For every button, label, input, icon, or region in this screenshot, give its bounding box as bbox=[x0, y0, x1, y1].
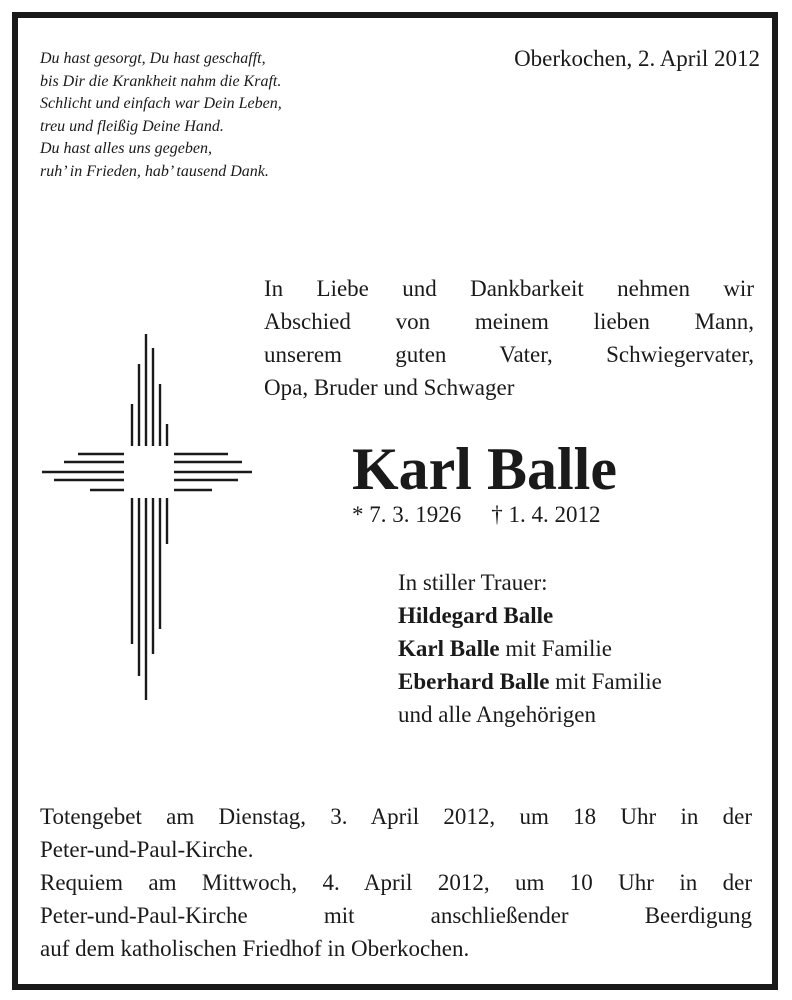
intro-line: unserem guten Vater, Schwiegervater, bbox=[264, 342, 754, 367]
intro-text bbox=[264, 272, 754, 404]
service-notice bbox=[40, 800, 752, 965]
mourner-name: Eberhard Balle bbox=[398, 669, 550, 694]
cross-icon bbox=[42, 334, 252, 700]
mourner bbox=[398, 632, 768, 665]
mourners bbox=[398, 566, 768, 731]
place-date: Oberkochen, 2. April 2012 bbox=[514, 46, 760, 71]
mourners-heading: In stiller Trauer: bbox=[398, 570, 548, 595]
notice-line: Requiem am Mittwoch, 4. April 2012, um 10 Uhr in der bbox=[40, 870, 752, 895]
poem-line: ruh’ in Frieden, hab’ tausend Dank. bbox=[40, 162, 269, 180]
mourner-name: Hildegard Balle bbox=[398, 603, 554, 628]
notice-line: Peter-und-Paul-Kirche mit anschließender Beerdigung bbox=[40, 903, 752, 928]
poem bbox=[40, 48, 380, 183]
poem-line: Du hast alles uns gegeben, bbox=[40, 140, 212, 157]
notice-line: Totengebet am Dienstag, 3. April 2012, um 18 Uhr in der bbox=[40, 804, 752, 829]
life-dates bbox=[352, 502, 601, 528]
poem-line: Schlicht und einfach war Dein Leben, bbox=[40, 95, 282, 112]
deceased-name: Karl Balle bbox=[352, 436, 617, 502]
mourners-closing: und alle Angehörigen bbox=[398, 702, 597, 727]
mourner-suffix: mit Familie bbox=[499, 636, 613, 661]
poem-line: bis Dir die Krankheit nahm die Kraft. bbox=[40, 72, 282, 90]
intro-line: Abschied von meinem lieben Mann, bbox=[264, 309, 754, 334]
notice-line: auf dem katholischen Friedhof in Oberkochen. bbox=[40, 936, 470, 961]
intro-line: In Liebe und Dankbarkeit nehmen wir bbox=[264, 276, 754, 301]
notice-line: Peter-und-Paul-Kirche. bbox=[40, 837, 254, 862]
intro-line: Opa, Bruder und Schwager bbox=[264, 375, 515, 400]
poem-line: treu und fleißig Deine Hand. bbox=[40, 117, 224, 135]
mourner-suffix: mit Familie bbox=[549, 669, 662, 694]
mourner-name: Karl Balle bbox=[398, 636, 500, 661]
birth-date: * 7. 3. 1926 bbox=[352, 502, 462, 527]
death-date: † 1. 4. 2012 bbox=[491, 502, 601, 527]
mourner bbox=[398, 599, 768, 632]
mourner bbox=[398, 665, 768, 698]
poem-line: Du hast gesorgt, Du hast geschafft, bbox=[40, 50, 266, 67]
obituary-card bbox=[12, 12, 778, 990]
